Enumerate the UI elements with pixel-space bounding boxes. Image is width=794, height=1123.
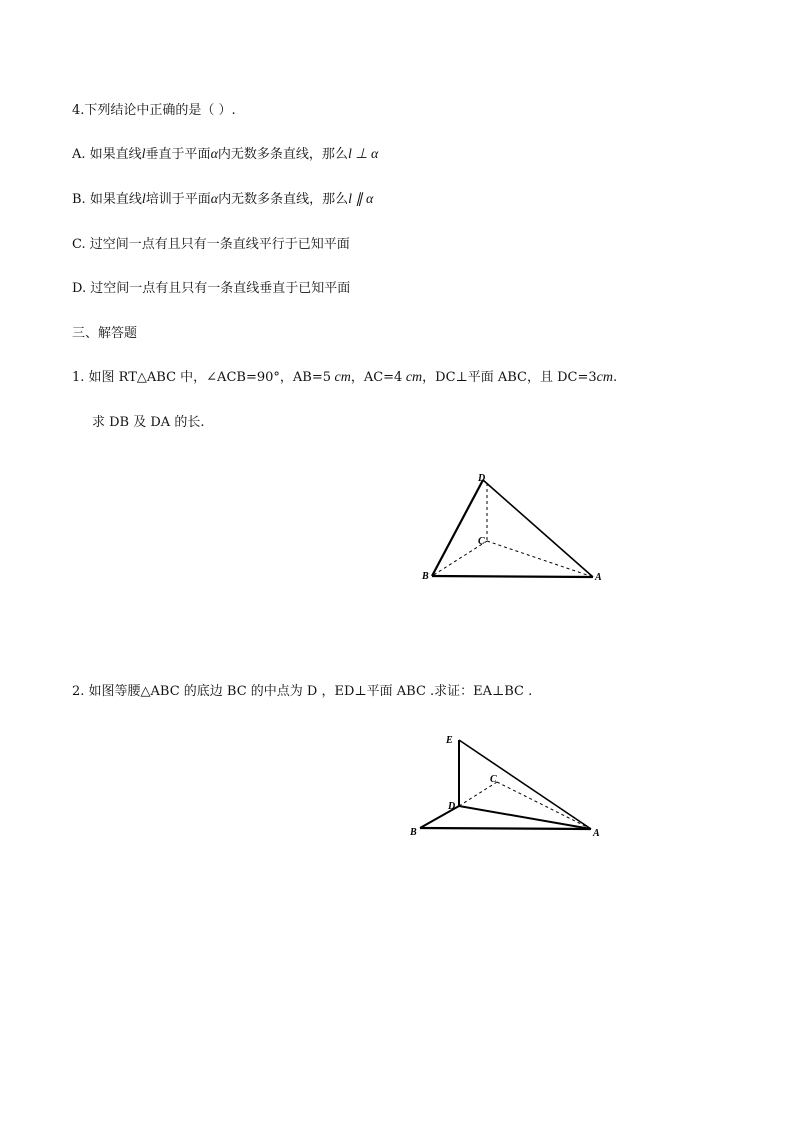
problem-1-question: 求 DB 及 DA 的长. bbox=[92, 415, 205, 430]
option-a-var-l: l bbox=[141, 147, 146, 162]
label-d: D bbox=[478, 473, 486, 484]
label-b: B bbox=[422, 571, 429, 582]
problem-1-part4: . bbox=[613, 370, 618, 385]
label-c: C bbox=[478, 536, 485, 547]
label-a: A bbox=[595, 572, 602, 583]
edge-da bbox=[459, 806, 591, 829]
label-b: B bbox=[410, 827, 417, 838]
option-a-mid: 垂直于平面 bbox=[145, 147, 211, 162]
option-a-prefix: A. 如果直线 bbox=[72, 147, 142, 162]
option-b-suffix: 内无数多条直线，那么 bbox=[218, 192, 349, 207]
option-b-prefix: B. 如果直线 bbox=[72, 192, 142, 207]
option-a-conclusion: l ⊥ α bbox=[347, 147, 379, 162]
option-a-var-alpha: α bbox=[210, 147, 218, 162]
label-e: E bbox=[446, 735, 453, 746]
problem-1-part1: 1. 如图 RT△ABC 中，∠ACB=90°，AB=5 bbox=[72, 370, 331, 385]
unit-cm: cm bbox=[330, 370, 351, 385]
q4-option-d: D. 过空间一点有且只有一条直线垂直于已知平面 bbox=[72, 281, 351, 296]
option-b-var-alpha: α bbox=[210, 192, 219, 207]
label-d: D bbox=[448, 801, 456, 812]
q4-option-c: C. 过空间一点有且只有一条直线平行于已知平面 bbox=[72, 237, 350, 252]
section-title: 三、解答题 bbox=[72, 326, 138, 341]
unit-cm: cm bbox=[402, 370, 423, 385]
option-a-suffix: 内无数多条直线，那么 bbox=[217, 147, 348, 162]
label-c: C bbox=[490, 774, 497, 785]
label-a: A bbox=[593, 828, 600, 839]
problem-2-text: 2. 如图等腰△ABC 的底边 BC 的中点为 D ，ED⊥平面 ABC .求证：EA⊥BC . bbox=[72, 684, 533, 699]
option-b-var-l: l bbox=[141, 192, 146, 207]
edge-ca-hidden bbox=[497, 782, 591, 829]
edge-dc-hidden bbox=[459, 782, 497, 806]
unit-cm: cm bbox=[596, 370, 613, 385]
edge-ea bbox=[459, 740, 591, 829]
option-b-conclusion: l ∥ α bbox=[348, 192, 374, 207]
q4-stem: 4.下列结论中正确的是（ ）. bbox=[72, 103, 236, 118]
edge-ba bbox=[420, 828, 591, 829]
problem-1-part3: ，DC⊥平面 ABC，且 DC=3 bbox=[422, 370, 597, 385]
problem-1-part2: ，AC=4 bbox=[350, 370, 403, 385]
option-b-mid: 培训于平面 bbox=[145, 192, 211, 207]
